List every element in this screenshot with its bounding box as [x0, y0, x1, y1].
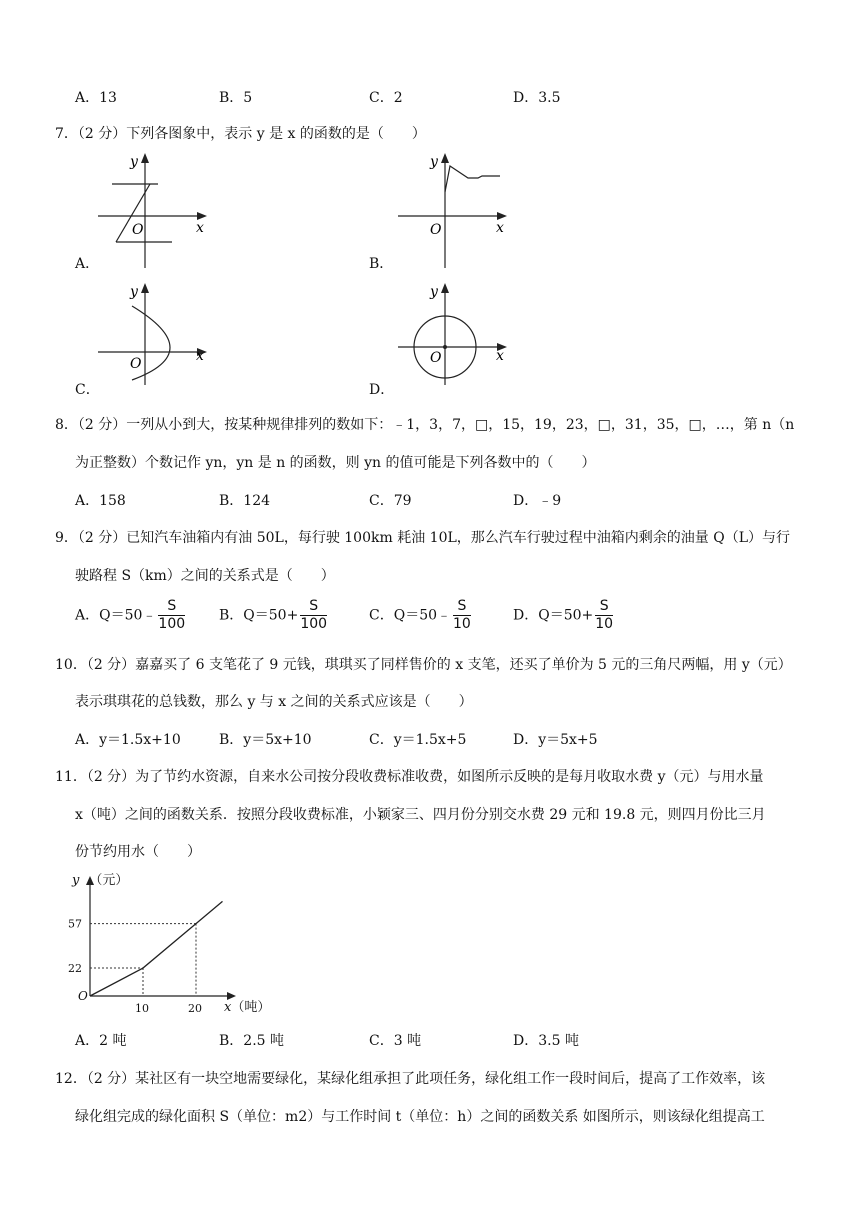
q11-line3: 份节约用水（ ） [75, 844, 201, 860]
q11-option-b: B．2.5 吨 [219, 1033, 285, 1049]
q9-b-den: 100 [300, 616, 328, 632]
q6-option-d: D．3.5 [513, 90, 561, 106]
q9-option-b [219, 598, 329, 633]
q9-option-a [75, 598, 187, 633]
q7a-x-label: x [196, 220, 204, 236]
q9-line1: 9．（2 分）已知汽车油箱内有油 50L，每行驶 100km 耗油 10L，那么汽车行驶过程中油箱内剩余的油量 Q（L）与行 [55, 530, 790, 546]
x-axis-label: x（吨） [224, 1000, 271, 1015]
q8-option-a: A．158 [75, 493, 126, 509]
q11-option-d: D．3.5 吨 [513, 1033, 579, 1049]
q7-graph-c [90, 280, 220, 390]
q9-d-den: 10 [595, 616, 614, 632]
q11-line1: 11．（2 分）为了节约水资源，自来水公司按分段收费标准收费，如图所示反映的是每月收取水费 y（元）与用水量 [55, 769, 764, 785]
q7-option-d: D． [369, 382, 395, 398]
q9-c-num: S [453, 598, 471, 616]
q12-line2: 绿化组完成的绿化面积 S（单位：m2）与工作时间 t（单位：h）之间的函数关系 如图所示，则该绿化组提高工 [75, 1109, 765, 1125]
q9-d-num: S [595, 598, 613, 616]
q9-c-fraction [453, 598, 471, 633]
x-tick-10: 10 [135, 1002, 149, 1015]
fee-line [90, 901, 223, 996]
q7-option-a: A． [75, 256, 100, 272]
q8-option-c: C．79 [369, 493, 412, 509]
q10-option-c: C．y＝1.5x+5 [369, 732, 467, 748]
q10-option-b: B．y＝5x+10 [219, 732, 312, 748]
q8-line2: 为正整数）个数记作 yn，yn 是 n 的函数，则 yn 的值可能是下列各数中的（ ） [75, 455, 596, 471]
q9-c-den: 10 [453, 616, 471, 632]
q7d-origin-label: O [430, 350, 442, 366]
q9-a-den: 100 [158, 616, 186, 632]
q10-line2: 表示琪琪花的总钱数，那么 y 与 x 之间的关系式应该是（ ） [75, 694, 473, 710]
q7c-x-label: x [196, 348, 204, 364]
q7-graph-b [390, 150, 520, 270]
q10-option-a: A．y＝1.5x+10 [75, 732, 181, 748]
q9-b-num: S [300, 598, 327, 616]
x-tick-20: 20 [188, 1002, 202, 1015]
q9-c-prefix: C．Q＝50﹣ [369, 607, 452, 624]
q6-option-c: C．2 [369, 90, 403, 106]
y-tick-57: 57 [68, 917, 82, 931]
q8-option-d: D．﹣9 [513, 493, 562, 509]
q9-a-fraction [158, 598, 185, 633]
q11-line2: x（吨）之间的函数关系．按照分段收费标准，小颖家三、四月份分别交水费 29 元和 19.8 元，则四月份比三月 [75, 807, 766, 823]
x-axis-arrow [227, 992, 236, 1000]
q7c-origin-label: O [130, 356, 142, 372]
q7-stem: 7．（2 分）下列各图象中，表示 y 是 x 的函数的是（ ） [55, 126, 426, 142]
q7-graph-a [90, 150, 220, 270]
q9-b-fraction [300, 598, 327, 633]
q11-water-fee-chart [66, 868, 286, 1026]
q7-option-c: C． [75, 382, 100, 398]
q8-line1: 8．（2 分）一列从小到大，按某种规律排列的数如下：﹣1，3，7，□，15，19，23，□，31，35，□，…，第 n（n [55, 417, 795, 433]
q11-option-a: A．2 吨 [75, 1033, 127, 1049]
origin-label: O [78, 989, 88, 1003]
q12-line1: 12．（2 分）某社区有一块空地需要绿化，某绿化组承担了此项任务，绿化组工作一段时间后，提高了工作效率，该 [55, 1071, 766, 1087]
q11-option-c: C．3 吨 [369, 1033, 422, 1049]
q10-line1: 10．（2 分）嘉嘉买了 6 支笔花了 9 元钱，琪琪买了同样售价的 x 支笔，还买了单价为 5 元的三角尺两幅，用 y（元） [55, 657, 792, 673]
q9-a-prefix: A．Q＝50﹣ [75, 607, 157, 624]
y-tick-22: 22 [68, 962, 82, 976]
q7c-y-label: y [130, 284, 138, 300]
q7b-origin-label: O [430, 222, 442, 238]
q6-option-b: B．5 [219, 90, 253, 106]
q7-graph-d [390, 280, 520, 390]
q9-a-num: S [158, 598, 185, 616]
q6-option-a: A．13 [75, 90, 117, 106]
q7d-x-label: x [496, 348, 504, 364]
q9-d-prefix: D．Q＝50+ [513, 607, 594, 624]
q7b-x-label: x [496, 220, 504, 236]
q9-b-prefix: B．Q＝50+ [219, 607, 299, 624]
y-axis-label: y （元） [72, 873, 129, 888]
q9-option-c [369, 598, 473, 633]
q7a-y-label: y [130, 154, 138, 170]
q9-line2: 驶路程 S（km）之间的关系式是（ ） [75, 568, 335, 584]
q10-option-d: D．y＝5x+5 [513, 732, 598, 748]
q9-option-d [513, 598, 615, 633]
q7d-y-label: y [430, 284, 438, 300]
q8-option-b: B．124 [219, 493, 271, 509]
q7a-origin-label: O [132, 222, 144, 238]
q7-option-b: B． [369, 256, 394, 272]
q9-d-fraction [595, 598, 613, 633]
q7b-y-label: y [430, 154, 438, 170]
